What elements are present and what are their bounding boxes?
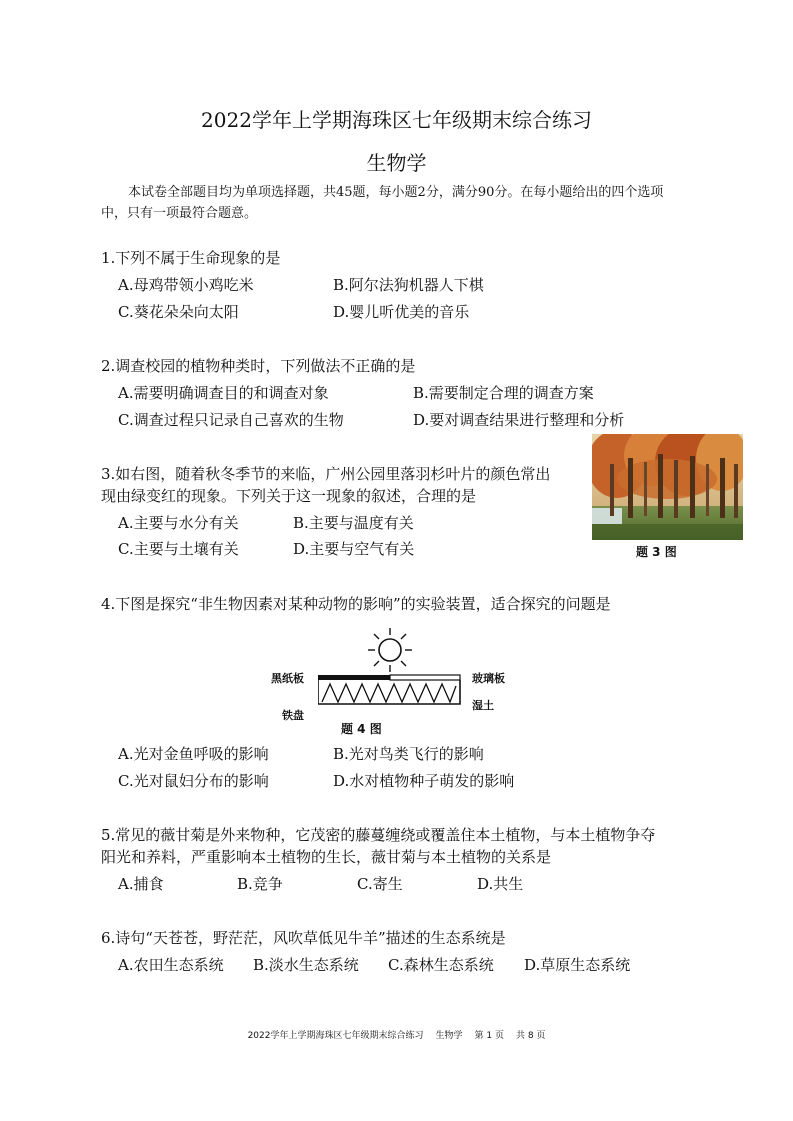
- intro-line-1: 本试卷全部题目均为单项选择题，共45题，每小题2分，满分90分。在每小题给出的四个选项: [128, 185, 664, 200]
- question-4-option-d: D.水对植物种子萌发的影响: [333, 772, 515, 790]
- question-6-option-d: D.草原生态系统: [524, 956, 631, 974]
- footer-page: 第 1 页: [474, 1031, 504, 1041]
- page-footer: [0, 1028, 793, 1041]
- sun-icon: [368, 628, 412, 672]
- question-4-figure-caption: 题 4 图: [341, 722, 382, 736]
- question-2-option-a: A.需要明确调查目的和调查对象: [118, 384, 329, 402]
- question-2-option-c: C.调查过程只记录自己喜欢的生物: [118, 411, 344, 429]
- question-6-stem: 6.诗句“天苍苍，野茫茫，风吹草低见牛羊”描述的生态系统是: [101, 929, 506, 947]
- question-2-option-b: B.需要制定合理的调查方案: [413, 384, 594, 402]
- question-6-option-a: A.农田生态系统: [118, 956, 224, 974]
- intro-line-2: 中，只有一项最符合题意。: [101, 206, 258, 221]
- question-1-option-b: B.阿尔法狗机器人下棋: [333, 276, 484, 294]
- glass-board: [390, 675, 460, 680]
- question-5-stem-line-2: 阳光和养料，严重影响本土植物的生长，薇甘菊与本土植物的关系是: [101, 848, 552, 866]
- label-black-board: 黑纸板: [271, 672, 304, 685]
- question-3-option-b: B.主要与温度有关: [293, 514, 414, 532]
- question-3-stem-line-2: 现由绿变红的现象。下列关于这一现象的叙述，合理的是: [101, 487, 477, 505]
- question-3-option-d: D.主要与空气有关: [293, 540, 415, 558]
- question-3-option-c: C.主要与土壤有关: [118, 540, 239, 558]
- question-4-option-c: C.光对鼠妇分布的影响: [118, 772, 269, 790]
- wet-soil: [322, 684, 456, 702]
- question-5-option-d: D.共生: [477, 875, 524, 893]
- question-5-stem-line-1: 5.常见的薇甘菊是外来物种，它茂密的藤蔓缠绕或覆盖住本土植物，与本土植物争夺: [101, 826, 656, 844]
- question-4-apparatus-diagram: [318, 624, 468, 714]
- question-4-stem: 4.下图是探究“非生物因素对某种动物的影响”的实验装置，适合探究的问题是: [101, 595, 611, 613]
- question-1-option-d: D.婴儿听优美的音乐: [333, 303, 470, 321]
- footer-total: 共 8 页: [515, 1031, 546, 1041]
- question-3-stem-line-1: 3.如右图，随着秋冬季节的来临，广州公园里落羽杉叶片的颜色常出: [101, 465, 551, 483]
- question-2-option-d: D.要对调查结果进行整理和分析: [413, 411, 625, 429]
- question-3-option-a: A.主要与水分有关: [118, 514, 239, 532]
- label-wet-soil: 湿土: [472, 699, 494, 712]
- label-glass-board: 玻璃板: [472, 672, 505, 685]
- question-5-option-a: A.捕食: [118, 875, 164, 893]
- question-3-figure-caption: 题 3 图: [636, 545, 677, 559]
- question-6-option-c: C.森林生态系统: [388, 956, 494, 974]
- question-1-option-c: C.葵花朵朵向太阳: [118, 303, 239, 321]
- question-2-stem: 2.调查校园的植物种类时，下列做法不正确的是: [101, 357, 416, 375]
- exam-subject: 生物学: [366, 151, 427, 175]
- question-3-tree-photo: [592, 434, 743, 540]
- question-5-option-c: C.寄生: [357, 875, 403, 893]
- label-iron-tray: 铁盘: [282, 709, 304, 722]
- question-4-option-a: A.光对金鱼呼吸的影响: [118, 745, 269, 763]
- question-5-option-b: B.竞争: [237, 875, 283, 893]
- question-1-option-a: A.母鸡带领小鸡吃米: [118, 276, 254, 294]
- question-1-stem: 1.下列不属于生命现象的是: [101, 249, 281, 267]
- exam-title: 2022学年上学期海珠区七年级期末综合练习: [201, 108, 592, 132]
- question-4-option-b: B.光对鸟类飞行的影响: [333, 745, 484, 763]
- footer-title: 2022学年上学期海珠区七年级期末综合练习: [247, 1031, 424, 1041]
- footer-subject: 生物学: [435, 1031, 463, 1041]
- black-board: [318, 675, 390, 680]
- question-6-option-b: B.淡水生态系统: [253, 956, 359, 974]
